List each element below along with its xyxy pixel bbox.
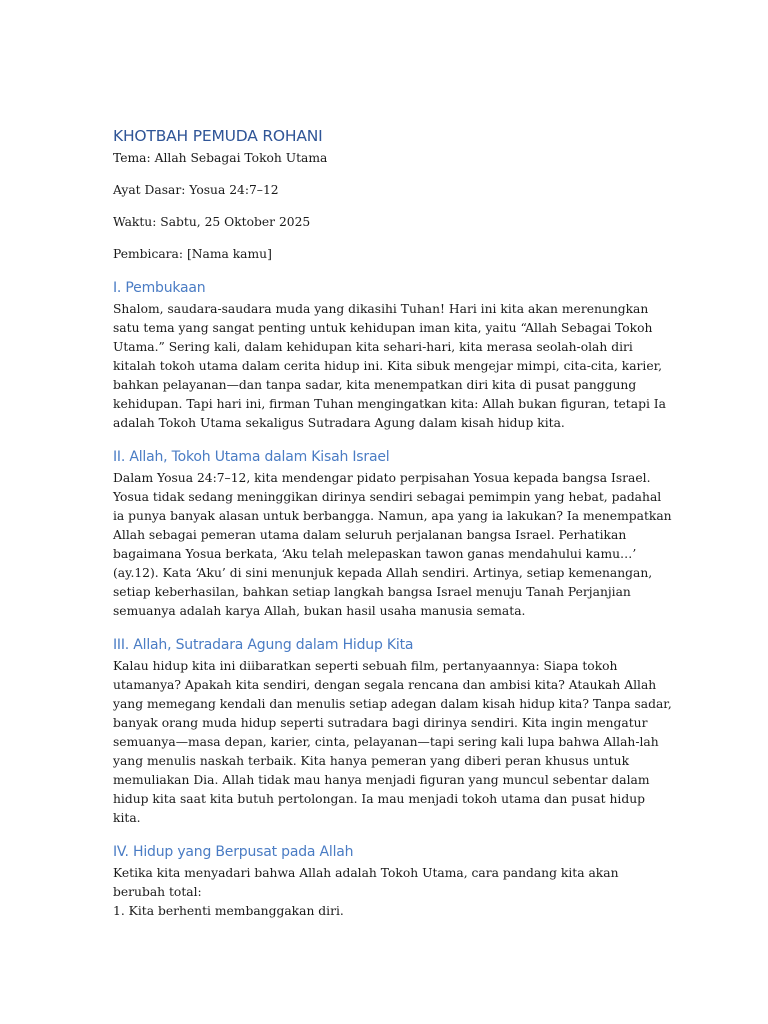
section-heading-opening: I. Pembukaan [113,280,206,296]
section-heading-israel: II. Allah, Tokoh Utama dalam Kisah Israel [113,449,390,465]
meta-time: Waktu: Sabtu, 25 Oktober 2025 [113,215,311,229]
list-item: 1. Kita berhenti membanggakan diri. [113,904,344,918]
section-body-director: Kalau hidup kita ini diibaratkan seperti sebuah film, pertanyaannya: Siapa tokoh utamanya? Apakah kita sendiri, dengan segala rencana dan ambisi kita? Ataukah Allah yang memegang kendali dan menulis setiap adegan dalam kisah hidup kita? Tanpa sadar, banyak orang muda hidup seperti sutradara bagi dirinya sendiri. Kita ingin mengatur semuanya—masa depan, karier, cinta, pelayanan—tapi sering kali lupa bahwa Allah-lah yang menulis naskah terbaik. Kita hanya pemeran yang diberi peran khusus untuk memuliakan Dia. Allah tidak mau hanya menjadi figuran yang muncul sebentar dalam hidup kita saat kita butuh pertolongan. Ia mau menjadi tokoh utama dan pusat hidup kita. [113,659,672,825]
section-heading-god-centered: IV. Hidup yang Berpusat pada Allah [113,844,354,860]
section-heading-director: III. Allah, Sutradara Agung dalam Hidup Kita [113,637,414,653]
section-body-god-centered: Ketika kita menyadari bahwa Allah adalah Tokoh Utama, cara pandang kita akan berubah total: [113,866,619,899]
meta-speaker: Pembicara: [Nama kamu] [113,247,272,261]
document-content [113,124,673,921]
section-body-israel: Dalam Yosua 24:7–12, kita mendengar pidato perpisahan Yosua kepada bangsa Israel. Yosua tidak sedang meninggikan dirinya sendiri sebagai pemimpin yang hebat, padahal ia punya banyak alasan untuk berbangga. Namun, apa yang ia lakukan? Ia menempatkan Allah sebagai pemeran utama dalam seluruh perjalanan bangsa Israel. Perhatikan bagaimana Yosua berkata, ‘Aku telah melepaskan tawon ganas mendahului kamu…’ (ay.12). Kata ‘Aku’ di sini menunjuk kepada Allah sendiri. Artinya, setiap kemenangan, setiap keberhasilan, bahkan setiap langkah bangsa Israel menuju Tanah Perjanjian semuanya adalah karya Allah, bukan hasil usaha manusia semata. [113,471,672,618]
section-body-opening: Shalom, saudara-saudara muda yang dikasihi Tuhan! Hari ini kita akan merenungkan satu tema yang sangat penting untuk kehidupan iman kita, yaitu “Allah Sebagai Tokoh Utama.” Sering kali, dalam kehidupan kita sehari-hari, kita merasa seolah-olah diri kitalah tokoh utama dalam cerita hidup ini. Kita sibuk mengejar mimpi, cita-cita, karier, bahkan pelayanan—dan tanpa sadar, kita menempatkan diri kita di pusat panggung kehidupan. Tapi hari ini, firman Tuhan mengingatkan kita: Allah bukan figuran, tetapi Ia adalah Tokoh Utama sekaligus Sutradara Agung dalam kisah hidup kita. [113,302,666,430]
meta-scripture: Ayat Dasar: Yosua 24:7–12 [113,183,279,197]
meta-theme: Tema: Allah Sebagai Tokoh Utama [113,151,328,165]
document-title: KHOTBAH PEMUDA ROHANI [113,127,323,145]
